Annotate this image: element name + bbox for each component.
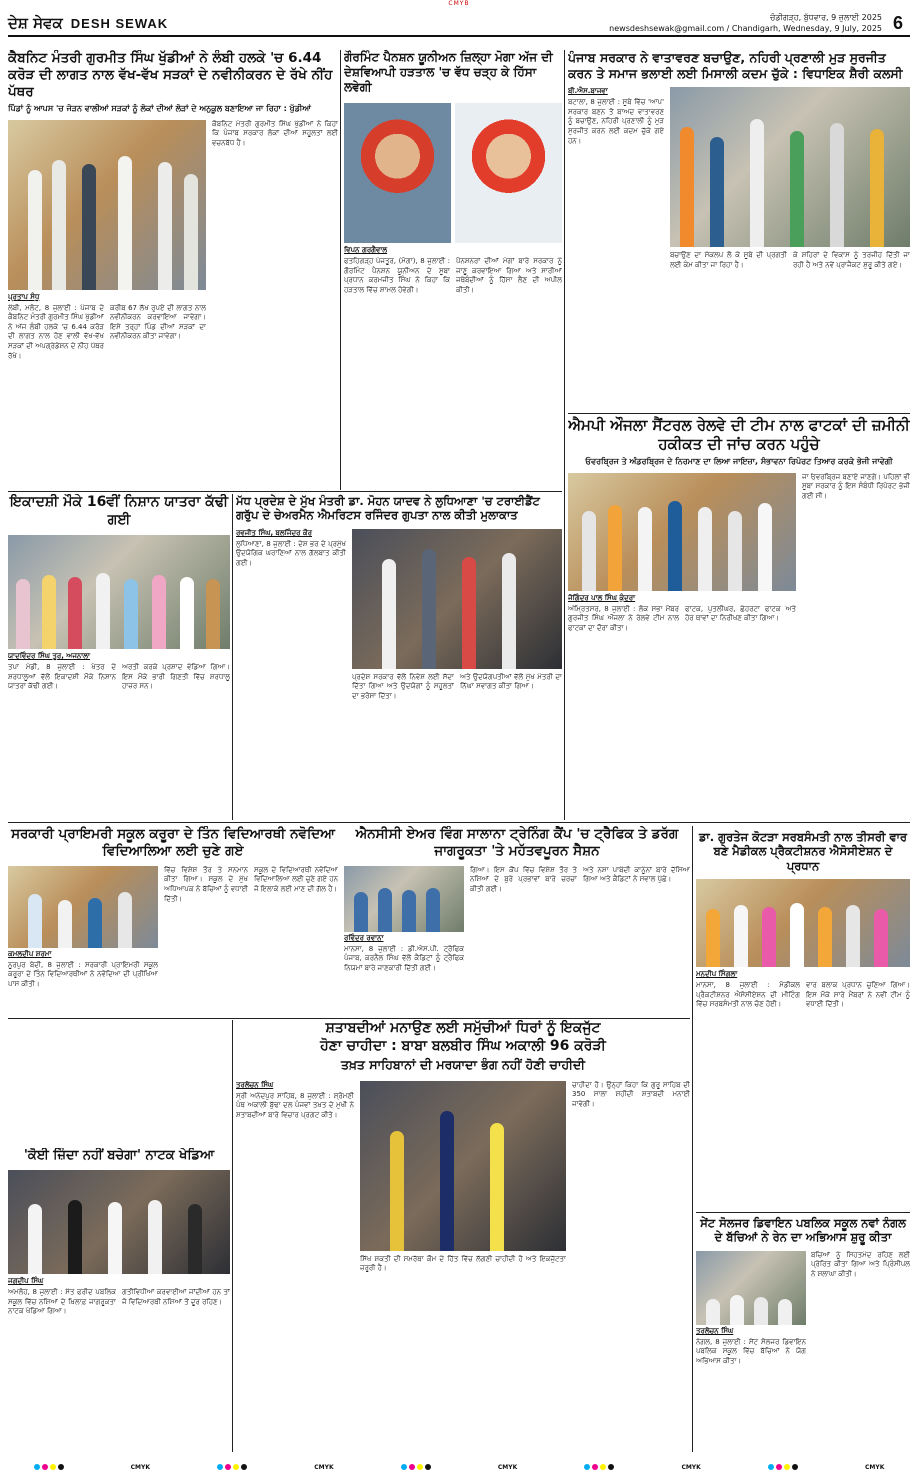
- headline-line-2: ਹੋਣਾ ਚਾਹੀਦਾ : ਬਾਬਾ ਬਲਬੀਰ ਸਿੰਘ ਅਕਾਲੀ 96 ਕਰੋੜੀ: [320, 1037, 606, 1054]
- story-column: ਸ੍ਰੀ ਅਨੰਦਪੁਰ ਸਾਹਿਬ, 8 ਜੁਲਾਈ : ਸ਼੍ਰੋਮਣੀ ਪੰਥ ਅਕਾਲੀ ਬੁੱਢਾ ਦਲ ਪੰਜਵਾਂ ਤਖ਼ਤ ਦੇ ਮੁਖੀ ਨੇ ਸ਼ਤਾਬਦੀਆਂ ਬਾਰੇ ਵਿਚਾਰ ਪ੍ਰਗਟ ਕੀਤੇ।: [236, 1091, 354, 1119]
- registration-marks-top: [0, 0, 918, 10]
- cmyk-label: CMYK: [681, 1463, 701, 1471]
- story-column: ਜਾ ਓਵਰਬ੍ਰਿਜ ਬਣਾਏ ਜਾਣਗੇ। ਪਹਿਲਾਂ ਵੀ ਸੂਬਾ ਸਰਕਾਰ ਨੂੰ ਇਸ ਸੰਬੰਧੀ ਰਿਪੋਰਟ ਭੇਜੀ ਗਈ ਸੀ।: [802, 472, 910, 500]
- color-dots: [217, 1464, 247, 1470]
- story-column: ਕੈਬਨਿਟ ਮੰਤਰੀ ਗੁਰਮੀਤ ਸਿੰਘ ਖੁੱਡੀਆਂ ਨੇ ਕਿਹਾ ਕਿ ਪੰਜਾਬ ਸਰਕਾਰ ਲੋਕਾਂ ਦੀਆਂ ਸਹੂਲਤਾਂ ਲਈ ਵਚਨਬੱਧ ਹੈ।: [212, 119, 338, 147]
- story-column: ਫਤਹਿਗੜ੍ਹ ਪੰਜਤੂਰ, (ਮੋਗਾ), 8 ਜੁਲਾਈ : ਗੌਰਮਿੰਟ ਪੈਨਸ਼ਨ ਯੂਨੀਅਨ ਦੇ ਸੂਬਾ ਪ੍ਰਧਾਨ ਕਰਮਜੀਤ ਸਿੰਘ ਨੇ ਕਿਹਾ ਕਿ ਹੜਤਾਲ ਵਿੱਚ ਸ਼ਾਮਲ ਹੋਵੇਗੀ।: [344, 257, 450, 294]
- story-column: ਅਰਤੀ ਕਰਕੇ ਪ੍ਰਸ਼ਾਦ ਵੰਡਿਆ ਗਿਆ। ਇਸ ਮੌਕੇ ਭਾਰੀ ਗਿਣਤੀ ਵਿੱਚ ਸ਼ਰਧਾਲੂ ਹਾਜ਼ਰ ਸਨ।: [122, 663, 230, 691]
- story-column: ਵਾਰ ਬਲਾਕ ਪ੍ਰਧਾਨ ਚੁਣਿਆ ਗਿਆ। ਇਸ ਮੌਕੇ ਸਾਰੇ ਮੈਂਬਰਾਂ ਨੇ ਨਵੀਂ ਟੀਮ ਨੂੰ ਵਧਾਈ ਦਿੱਤੀ।: [806, 981, 910, 1009]
- byline: ਵਿਪਨ ਗਰਗੈਵਾਲ: [344, 246, 388, 254]
- byline: ਬੀ.ਐਸ.ਬਾਜਵਾ: [568, 87, 608, 96]
- newspaper-logo-punjabi: ਦੇਸ਼ ਸੇਵਕ: [8, 14, 63, 32]
- story-column: ਪੈਨਸ਼ਨਰਾਂ ਦੀਆਂ ਮੰਗਾਂ ਬਾਰੇ ਸਰਕਾਰ ਨੂੰ ਜਾਣੂ ਕਰਵਾਇਆ ਗਿਆ ਅਤੇ ਸਾਰੀਆਂ ਜਥੇਬੰਦੀਆਂ ਨੂੰ ਹਿੱਸਾ ਲੈਣ ਦੀ ਅਪੀਲ ਕੀਤੀ।: [456, 257, 562, 294]
- headline: ਪੰਜਾਬ ਸਰਕਾਰ ਨੇ ਵਾਤਾਵਰਣ ਬਚਾਉਣ, ਨਹਿਰੀ ਪ੍ਰਣਾਲੀ ਮੁੜ ਸੁਰਜੀਤ ਕਰਨ ਤੇ ਸਮਾਜ ਭਲਾਈ ਲਈ ਮਿਸਾਲੀ ਕਦਮ ਚੁੱਕੇ : ਵਿਧਾਇਕ ਸ਼ੈਰੀ ਕਲਸੀ: [568, 50, 903, 81]
- headline: ਸਰਕਾਰੀ ਪ੍ਰਾਇਮਰੀ ਸਕੂਲ ਕਰੂਰਾ ਦੇ ਤਿੰਨ ਵਿਦਿਆਰਥੀ ਨਵੋਦਿਆ ਵਿਦਿਆਲਿਆ ਲਈ ਚੁਣੇ ਗਏ: [11, 826, 335, 859]
- story-navodaya-students: [8, 826, 338, 1016]
- photo-yatra-crowd: [8, 535, 230, 649]
- headline: 'ਕੋਈ ਜ਼ਿੰਦਾ ਨਹੀਂ ਬਚੇਗਾ' ਨਾਟਕ ਖੇਡਿਆ: [23, 1148, 215, 1163]
- story-column: ਬਚਾਉਣ ਦਾ ਸੰਕਲਪ ਲੈ ਕੇ ਸੂਬੇ ਦੀ ਪ੍ਰਗਤੀ ਲਈ ਕੰਮ ਕੀਤਾ ਜਾ ਰਿਹਾ ਹੈ।: [670, 251, 787, 269]
- byline: ਤਰਲੋਚਨ ਸਿੰਘ: [696, 1326, 734, 1335]
- color-dots: [401, 1464, 431, 1470]
- story-column: ਅਤੇ ਉਦਯੋਗਪਤੀਆਂ ਵੱਲੋਂ ਮੁੱਖ ਮੰਤਰੀ ਦਾ ਨਿੱਘਾ ਸਵਾਗਤ ਕੀਤਾ ਗਿਆ।: [460, 672, 562, 691]
- headline: ਡਾ. ਗੁਰਤੇਜ ਕੋਟੜਾ ਸਰਬਸੰਮਤੀ ਨਾਲ ਤੀਸਰੀ ਵਾਰ ਬਣੇ ਮੈਡੀਕਲ ਪ੍ਰੈਕਟੀਸ਼ਨਰ ਐਸੋਸੀਏਸ਼ਨ ਦੇ ਪ੍ਰਧਾਨ: [698, 830, 908, 873]
- cmyk-label: CMYK: [497, 1463, 518, 1471]
- story-nishan-yatra: [8, 494, 230, 820]
- headline: ਸੇਂਟ ਸੋਲਜਰ ਡਿਵਾਇਨ ਪਬਲਿਕ ਸਕੂਲ ਨਵਾਂ ਨੰਗਲ ਦੇ ਬੱਚਿਆਂ ਨੇ ਰੇਨ ਦਾ ਅਭਿਆਸ ਸ਼ੁਰੂ ਕੀਤਾ: [700, 1216, 906, 1245]
- story-column: ਕੇ ਸ਼ਹਿਰਾਂ ਦੇ ਵਿਕਾਸ ਨੂੰ ਤਰਜੀਹ ਦਿੱਤੀ ਜਾ ਰਹੀ ਹੈ ਅਤੇ ਨਵੇਂ ਪ੍ਰਾਜੈਕਟ ਸ਼ੁਰੂ ਕੀਤੇ ਗਏ।: [793, 251, 910, 269]
- story-column: ਪ੍ਰਦੇਸ਼ ਸਰਕਾਰ ਵੱਲੋਂ ਨਿਵੇਸ਼ ਲਈ ਸੱਦਾ ਦਿੱਤਾ ਗਿਆ ਅਤੇ ਉਦਯੋਗਾਂ ਨੂੰ ਸਹੂਲਤਾਂ ਦਾ ਭਰੋਸਾ ਦਿੱਤਾ।: [352, 672, 454, 700]
- photo-portrait-left: [344, 103, 451, 243]
- headline: ਮੱਧ ਪ੍ਰਦੇਸ਼ ਦੇ ਮੁੱਖ ਮੰਤਰੀ ਡਾ. ਮੋਹਨ ਯਾਦਵ ਨੇ ਲੁਧਿਆਣਾ 'ਚ ਟਰਾਈਡੈਂਟ ਗਰੁੱਪ ਦੇ ਚੇਅਰਮੈਨ ਐਮਰਿਟਸ ਰਜਿੰਦਰ ਗੁਪਤਾ ਨਾਲ ਕੀਤੀ ਮੁਲਾਕਾਤ: [236, 494, 540, 523]
- byline: ਮਨਦੀਪ ਸਿੰਗਲਾ: [696, 970, 738, 979]
- byline: ਕਮਲਦੀਪ ਸ਼ਰਮਾ: [8, 949, 52, 958]
- byline: ਰਵਜੀਤ ਸਿੰਘ, ਬਲਜਿੰਦਰ ਕੌਰ: [236, 528, 312, 537]
- photo-mla-meeting: [670, 87, 910, 247]
- story-aujla-railway: [568, 416, 910, 826]
- photo-school-students: [8, 866, 158, 948]
- email-line: newsdeshsewak@gmail.com / Chandigarh, Wednesday, 9 July, 2025: [609, 24, 882, 33]
- story-balbir-singh-akali: [236, 1020, 690, 1452]
- story-column: ਬਚਿਆਂ ਨੂੰ ਸਿਹਤਮੰਦ ਰਹਿਣ ਲਈ ਪ੍ਰੇਰਿਤ ਕੀਤਾ ਗਿਆ ਅਤੇ ਪ੍ਰਿੰਸੀਪਲ ਨੇ ਸ਼ਲਾਘਾ ਕੀਤੀ।: [811, 1250, 910, 1278]
- cmyb-label: CMYB: [448, 0, 470, 7]
- story-column: ਸਕੂਲ ਦੇ ਵਿਦਿਆਰਥੀ ਨਵੋਦਿਆ ਵਿਦਿਆਲਿਆ ਲਈ ਚੁਣੇ ਗਏ ਹਨ ਜੋ ਇਲਾਕੇ ਲਈ ਮਾਣ ਦੀ ਗੱਲ ਹੈ।: [254, 865, 338, 893]
- story-drama-performance: [8, 1148, 230, 1452]
- photo-portrait-right: [455, 103, 562, 243]
- byline: ਜੋਗਿੰਦਰ ਪਾਲ ਸਿੰਘ ਕੁੰਦਰਾ: [568, 593, 636, 602]
- story-column: ਅਮਲੋਹ, 8 ਜੁਲਾਈ : ਸੰਤ ਫਰੀਦ ਪਬਲਿਕ ਸਕੂਲ ਵਿੱਚ ਨਸ਼ਿਆਂ ਦੇ ਖ਼ਿਲਾਫ਼ ਜਾਗਰੂਕਤਾ ਨਾਟਕ ਖੇਡਿਆ ਗਿਆ।: [8, 1288, 116, 1316]
- story-khuddian-roads: [8, 50, 338, 490]
- story-column: ਤਪਾ ਮੰਡੀ, 8 ਜੁਲਾਈ : ਖੇਤਰ ਦੇ ਸ਼ਰਧਾਲੂਆਂ ਵੱਲੋਂ ਇਕਾਦਸ਼ੀ ਮੌਕੇ ਨਿਸ਼ਾਨ ਯਾਤਰਾ ਕੱਢੀ ਗਈ।: [8, 663, 116, 691]
- story-column: ਅਤੇ ਨਸ਼ਾ ਪਾਬੰਦੀ ਕਾਨੂੰਨਾਂ ਬਾਰੇ ਦੱਸਿਆ ਗਿਆ ਅਤੇ ਕੈਡਿਟਾਂ ਨੇ ਸਵਾਲ ਪੁੱਛੇ।: [583, 865, 690, 884]
- story-ncc-camp: [344, 826, 690, 1016]
- story-column: ਨੰਗਲ, 8 ਜੁਲਾਈ : ਸੇਂਟ ਸੋਲਜਰ ਡਿਵਾਇਨ ਪਬਲਿਕ ਸਕੂਲ ਵਿੱਚ ਬੱਚਿਆਂ ਨੇ ਯੋਗ ਅਭਿਆਸ ਕੀਤਾ।: [696, 1337, 806, 1365]
- cmyk-label: CMYK: [865, 1463, 885, 1471]
- story-column: ਫਾਟਕ, ਪੁਤਲੀਘਰ, ਛੇਹਰਟਾ ਫਾਟਕ ਅਤੇ ਹੋਰ ਥਾਵਾਂ ਦਾ ਨਿਰੀਖਣ ਕੀਤਾ ਗਿਆ।: [685, 604, 796, 623]
- photo-foundation-stone: [8, 120, 206, 290]
- story-column: ਕਰੀਬ 67 ਲੱਖ ਰੁਪਏ ਦੀ ਲਾਗਤ ਨਾਲ ਨਵੀਨੀਕਰਨ ਕਰਵਾਇਆ ਜਾਵੇਗਾ। ਇਸੇ ਤਰ੍ਹਾਂ ਪਿੰਡ ਦੀਆਂ ਸੜਕਾਂ ਦਾ ਨਵੀਨੀਕਰਨ ਕੀਤਾ ਜਾਵੇਗਾ।: [110, 303, 206, 341]
- story-column: ਗਤੀਵਿਧੀਆਂ ਕਰਵਾਈਆਂ ਜਾਂਦੀਆਂ ਹਨ ਤਾਂ ਜੋ ਵਿਦਿਆਰਥੀ ਨਸ਼ਿਆਂ ਤੋਂ ਦੂਰ ਰਹਿਣ।: [122, 1288, 230, 1306]
- byline: ਯਾਦਵਿੰਦਰ ਸਿੰਘ ਤੂਰ, ਅਜਨਾਲਾ: [8, 652, 90, 660]
- cmyk-label: CMYK: [314, 1463, 334, 1471]
- story-column: ਗਿਆ। ਇਸ ਕੈਂਪ ਵਿੱਚ ਵਿਸ਼ੇਸ਼ ਤੌਰ ਤੇ ਨਸ਼ਿਆਂ ਦੇ ਬੁਰੇ ਪ੍ਰਭਾਵਾਂ ਬਾਰੇ ਚਰਚਾ ਕੀਤੀ ਗਈ।: [470, 865, 577, 893]
- color-dots: [34, 1464, 64, 1470]
- story-column: ਮਾਨਸਾ, 8 ਜੁਲਾਈ : ਡੀ.ਐਸ.ਪੀ. ਟ੍ਰੈਫਿਕ ਪੰਜਾਬ, ਕਰਨੈਲ ਸਿੰਘ ਵੱਲੋਂ ਕੈਡਿਟਾਂ ਨੂੰ ਟ੍ਰੈਫਿਕ ਨਿਯਮਾਂ ਬਾਰੇ ਜਾਣਕਾਰੀ ਦਿੱਤੀ ਗਈ।: [344, 944, 464, 972]
- byline: ਜਗਦੀਪ ਸਿੰਘ: [8, 1277, 44, 1286]
- color-dots: [584, 1464, 614, 1470]
- subheadline: ਪਿੰਡਾਂ ਨੂੰ ਆਪਸ 'ਚ ਜੋੜਨ ਵਾਲੀਆਂ ਸੜਕਾਂ ਨੂੰ ਲੋਕਾਂ ਦੀਆਂ ਲੋੜਾਂ ਦੇ ਅਨੁਕੂਲ ਬਣਾਇਆ ਜਾ ਰਿਹਾ : ਖੁੱਡੀਆਂ: [8, 103, 312, 113]
- photo-school-yoga: [696, 1251, 806, 1325]
- color-dots: [768, 1464, 798, 1470]
- dateline-block: [609, 12, 910, 34]
- headline: ਇਕਾਦਸ਼ੀ ਮੌਕੇ 16ਵੀਂ ਨਿਸ਼ਾਨ ਯਾਤਰਾ ਕੱਢੀ ਗਈ: [9, 494, 229, 528]
- story-mohan-yadav-meeting: [236, 494, 562, 820]
- story-column: ਲੰਬੀ, ਮਲੋਟ, 8 ਜੁਲਾਈ : ਪੰਜਾਬ ਦੇ ਕੈਬਨਿਟ ਮੰਤਰੀ ਗੁਰਮੀਤ ਸਿੰਘ ਖੁੱਡੀਆਂ ਨੇ ਅੱਜ ਲੰਬੀ ਹਲਕੇ 'ਚ 6.44 ਕਰੋੜ ਦੀ ਲਾਗਤ ਨਾਲ ਹੋਣ ਵਾਲੀ ਵੱਖ-ਵੱਖ ਸੜਕਾਂ ਦੀ ਅਪਗ੍ਰੇਡੇਸ਼ਨ ਦੇ ਨੀਂਹ ਪੱਥਰ ਰੱਖੇ।: [8, 303, 104, 360]
- page-number: 6: [892, 13, 903, 33]
- photo-association-group: [696, 879, 910, 967]
- headline: ਕੈਬਨਿਟ ਮੰਤਰੀ ਗੁਰਮੀਤ ਸਿੰਘ ਖੁੱਡੀਆਂ ਨੇ ਲੰਬੀ ਹਲਕੇ 'ਚ 6.44 ਕਰੋੜ ਦੀ ਲਾਗਤ ਨਾਲ ਵੱਖ-ਵੱਖ ਸੜਕਾਂ ਦੇ ਨਵੀਨੀਕਰਨ ਦੇ ਰੱਖੇ ਨੀਂਹ ਪੱਥਰ: [8, 50, 333, 100]
- byline: ਤਰਲੋਚਨ ਸਿੰਘ: [236, 1080, 274, 1089]
- dateline: ਚੰਡੀਗੜ੍ਹ, ਬੁੱਧਵਾਰ, 9 ਜੁਲਾਈ 2025: [769, 13, 882, 22]
- story-column: ਮਾਨਸਾ, 8 ਜੁਲਾਈ : ਮੈਡੀਕਲ ਪ੍ਰੈਕਟੀਸ਼ਨਰ ਐਸੋਸੀਏਸ਼ਨ ਦੀ ਮੀਟਿੰਗ ਵਿੱਚ ਸਰਬਸੰਮਤੀ ਨਾਲ ਚੋਣ ਹੋਈ।: [696, 981, 800, 1009]
- subheadline: ਓਵਰਬ੍ਰਿਜ ਤੇ ਅੰਡਰਬ੍ਰਿਜ ਦੇ ਨਿਰਮਾਣ ਦਾ ਲਿਆ ਜਾਇਜ਼ਾ, ਸੰਭਾਵਨਾ ਰਿਪੋਰਟ ਤਿਆਰ ਕਰਕੇ ਭੇਜੀ ਜਾਵੇਗੀ: [585, 456, 893, 466]
- story-medical-association: [696, 830, 910, 1210]
- headline: ਐਨਸੀਸੀ ਏਅਰ ਵਿੰਗ ਸਾਲਾਨਾ ਟ੍ਰੇਨਿੰਗ ਕੈਂਪ 'ਚ ਟ੍ਰੈਫਿਕ ਤੇ ਡਰੱਗ ਜਾਗਰੂਕਤਾ 'ਤੇ ਮਹੱਤਵਪੂਰਨ ਸੈਸ਼ਨ: [355, 826, 679, 859]
- story-st-soldier-school: [696, 1216, 910, 1454]
- photo-cm-meeting: [352, 529, 562, 669]
- story-column: ਵਿੱਚ ਵਿਸ਼ੇਸ਼ ਤੌਰ ਤੇ ਸਨਮਾਨ ਕੀਤਾ ਗਿਆ। ਸਕੂਲ ਦੇ ਮੁੱਖ ਅਧਿਆਪਕ ਨੇ ਬੱਚਿਆਂ ਨੂੰ ਵਧਾਈ ਦਿੱਤੀ।: [164, 865, 248, 903]
- byline: ਪ੍ਰਤਾਪ ਸੰਧੂ: [8, 292, 40, 301]
- story-column: ਬਟਾਲਾ, 8 ਜੁਲਾਈ : ਸੂਬੇ ਵਿੱਚ 'ਆਪ' ਸਰਕਾਰ ਬਣਨ ਤੋਂ ਬਾਅਦ ਵਾਤਾਵਰਣ ਨੂੰ ਬਚਾਉਣ, ਨਹਿਰੀ ਪ੍ਰਣਾਲੀ ਨੂੰ ਮੁੜ ਸੁਰਜੀਤ ਕਰਨ ਲਈ ਕਦਮ ਚੁੱਕੇ ਗਏ ਹਨ।: [568, 98, 664, 145]
- headline: ਐਮਪੀ ਔਜਲਾ ਸੈਂਟਰਲ ਰੇਲਵੇ ਦੀ ਟੀਮ ਨਾਲ ਫਾਟਕਾਂ ਦੀ ਜ਼ਮੀਨੀ ਹਕੀਕਤ ਦੀ ਜਾਂਚ ਕਰਨ ਪਹੁੰਚੇ: [568, 416, 910, 453]
- story-column: ਸਿੱਖ ਸ਼ਕਤੀ ਦੀ ਸਮਰੱਥਾ ਕੌਮ ਦੇ ਹਿੱਤ ਵਿੱਚ ਲੱਗਣੀ ਚਾਹੀਦੀ ਹੈ ਅਤੇ ਇਕਜੁੱਟਤਾ ਜ਼ਰੂਰੀ ਹੈ।: [360, 1254, 566, 1273]
- cmyk-label: CMYK: [130, 1463, 151, 1471]
- photo-drama-stage: [8, 1170, 230, 1274]
- byline: ਰਵਿੰਦਰ ਰਵਾਨਾ: [344, 933, 384, 942]
- registration-marks-bottom: [0, 1462, 918, 1472]
- headline-line-1: ਸ਼ਤਾਬਦੀਆਂ ਮਨਾਉਣ ਲਈ ਸਮੁੱਚੀਆਂ ਧਿਰਾਂ ਨੂੰ ਇਕਜੁੱਟ: [325, 1020, 601, 1036]
- masthead: [8, 11, 910, 37]
- story-kalsi-environment: [568, 50, 910, 412]
- photo-ncc-cadets: [344, 866, 464, 932]
- story-column: ਅੰਮ੍ਰਿਤਸਰ, 8 ਜੁਲਾਈ : ਲੋਕ ਸਭਾ ਮੈਂਬਰ ਗੁਰਜੀਤ ਸਿੰਘ ਔਜਲਾ ਨੇ ਰੇਲਵੇ ਟੀਮ ਨਾਲ ਫਾਟਕਾਂ ਦਾ ਦੌਰਾ ਕੀਤਾ।: [568, 604, 679, 632]
- story-column: ਚਾਹੀਦਾ ਹੈ। ਉਨ੍ਹਾਂ ਕਿਹਾ ਕਿ ਗੁਰੂ ਸਾਹਿਬ ਦੀ 350 ਸਾਲਾ ਸ਼ਹੀਦੀ ਸ਼ਤਾਬਦੀ ਮਨਾਈ ਜਾਵੇਗੀ।: [572, 1080, 690, 1108]
- newspaper-logo-english: DESH SEWAK: [70, 15, 169, 31]
- headline: ਗੌਰਮਿੰਟ ਪੈਨਸ਼ਨ ਯੂਨੀਅਨ ਜ਼ਿਲ੍ਹਾ ਮੋਗਾ ਅੱਜ ਦੀ ਦੇਸ਼ਵਿਆਪੀ ਹੜਤਾਲ 'ਚ ਵੱਧ ਚੜ੍ਹ ਕੇ ਹਿੱਸਾ ਲਵੇਗੀ: [344, 50, 553, 94]
- photo-railway-inspection: [568, 473, 796, 591]
- story-pension-union-strike: [344, 50, 562, 490]
- photo-baba-balbir-singh: [360, 1081, 566, 1251]
- story-column: ਲੁਧਿਆਣਾ, 8 ਜੁਲਾਈ : ਦੇਸ਼ ਭਰ ਦੇ ਪ੍ਰਮੁੱਖ ਉਦਯੋਗਿਕ ਘਰਾਣਿਆਂ ਨਾਲ ਗੱਲਬਾਤ ਕੀਤੀ ਗਈ।: [236, 539, 346, 567]
- headline-line-3: ਤਖ਼ਤ ਸਾਹਿਬਾਨਾਂ ਦੀ ਮਰਯਾਦਾ ਭੰਗ ਨਹੀਂ ਹੋਣੀ ਚਾਹੀਦੀ: [340, 1057, 585, 1072]
- story-column: ਨੂਰਪੁਰ ਬੇਦੀ, 8 ਜੁਲਾਈ : ਸਰਕਾਰੀ ਪ੍ਰਾਇਮਰੀ ਸਕੂਲ ਕਰੂਰਾ ਦੇ ਤਿੰਨ ਵਿਦਿਆਰਥੀਆਂ ਨੇ ਨਵੋਦਿਆ ਦੀ ਪ੍ਰੀਖਿਆ ਪਾਸ ਕੀਤੀ।: [8, 960, 158, 988]
